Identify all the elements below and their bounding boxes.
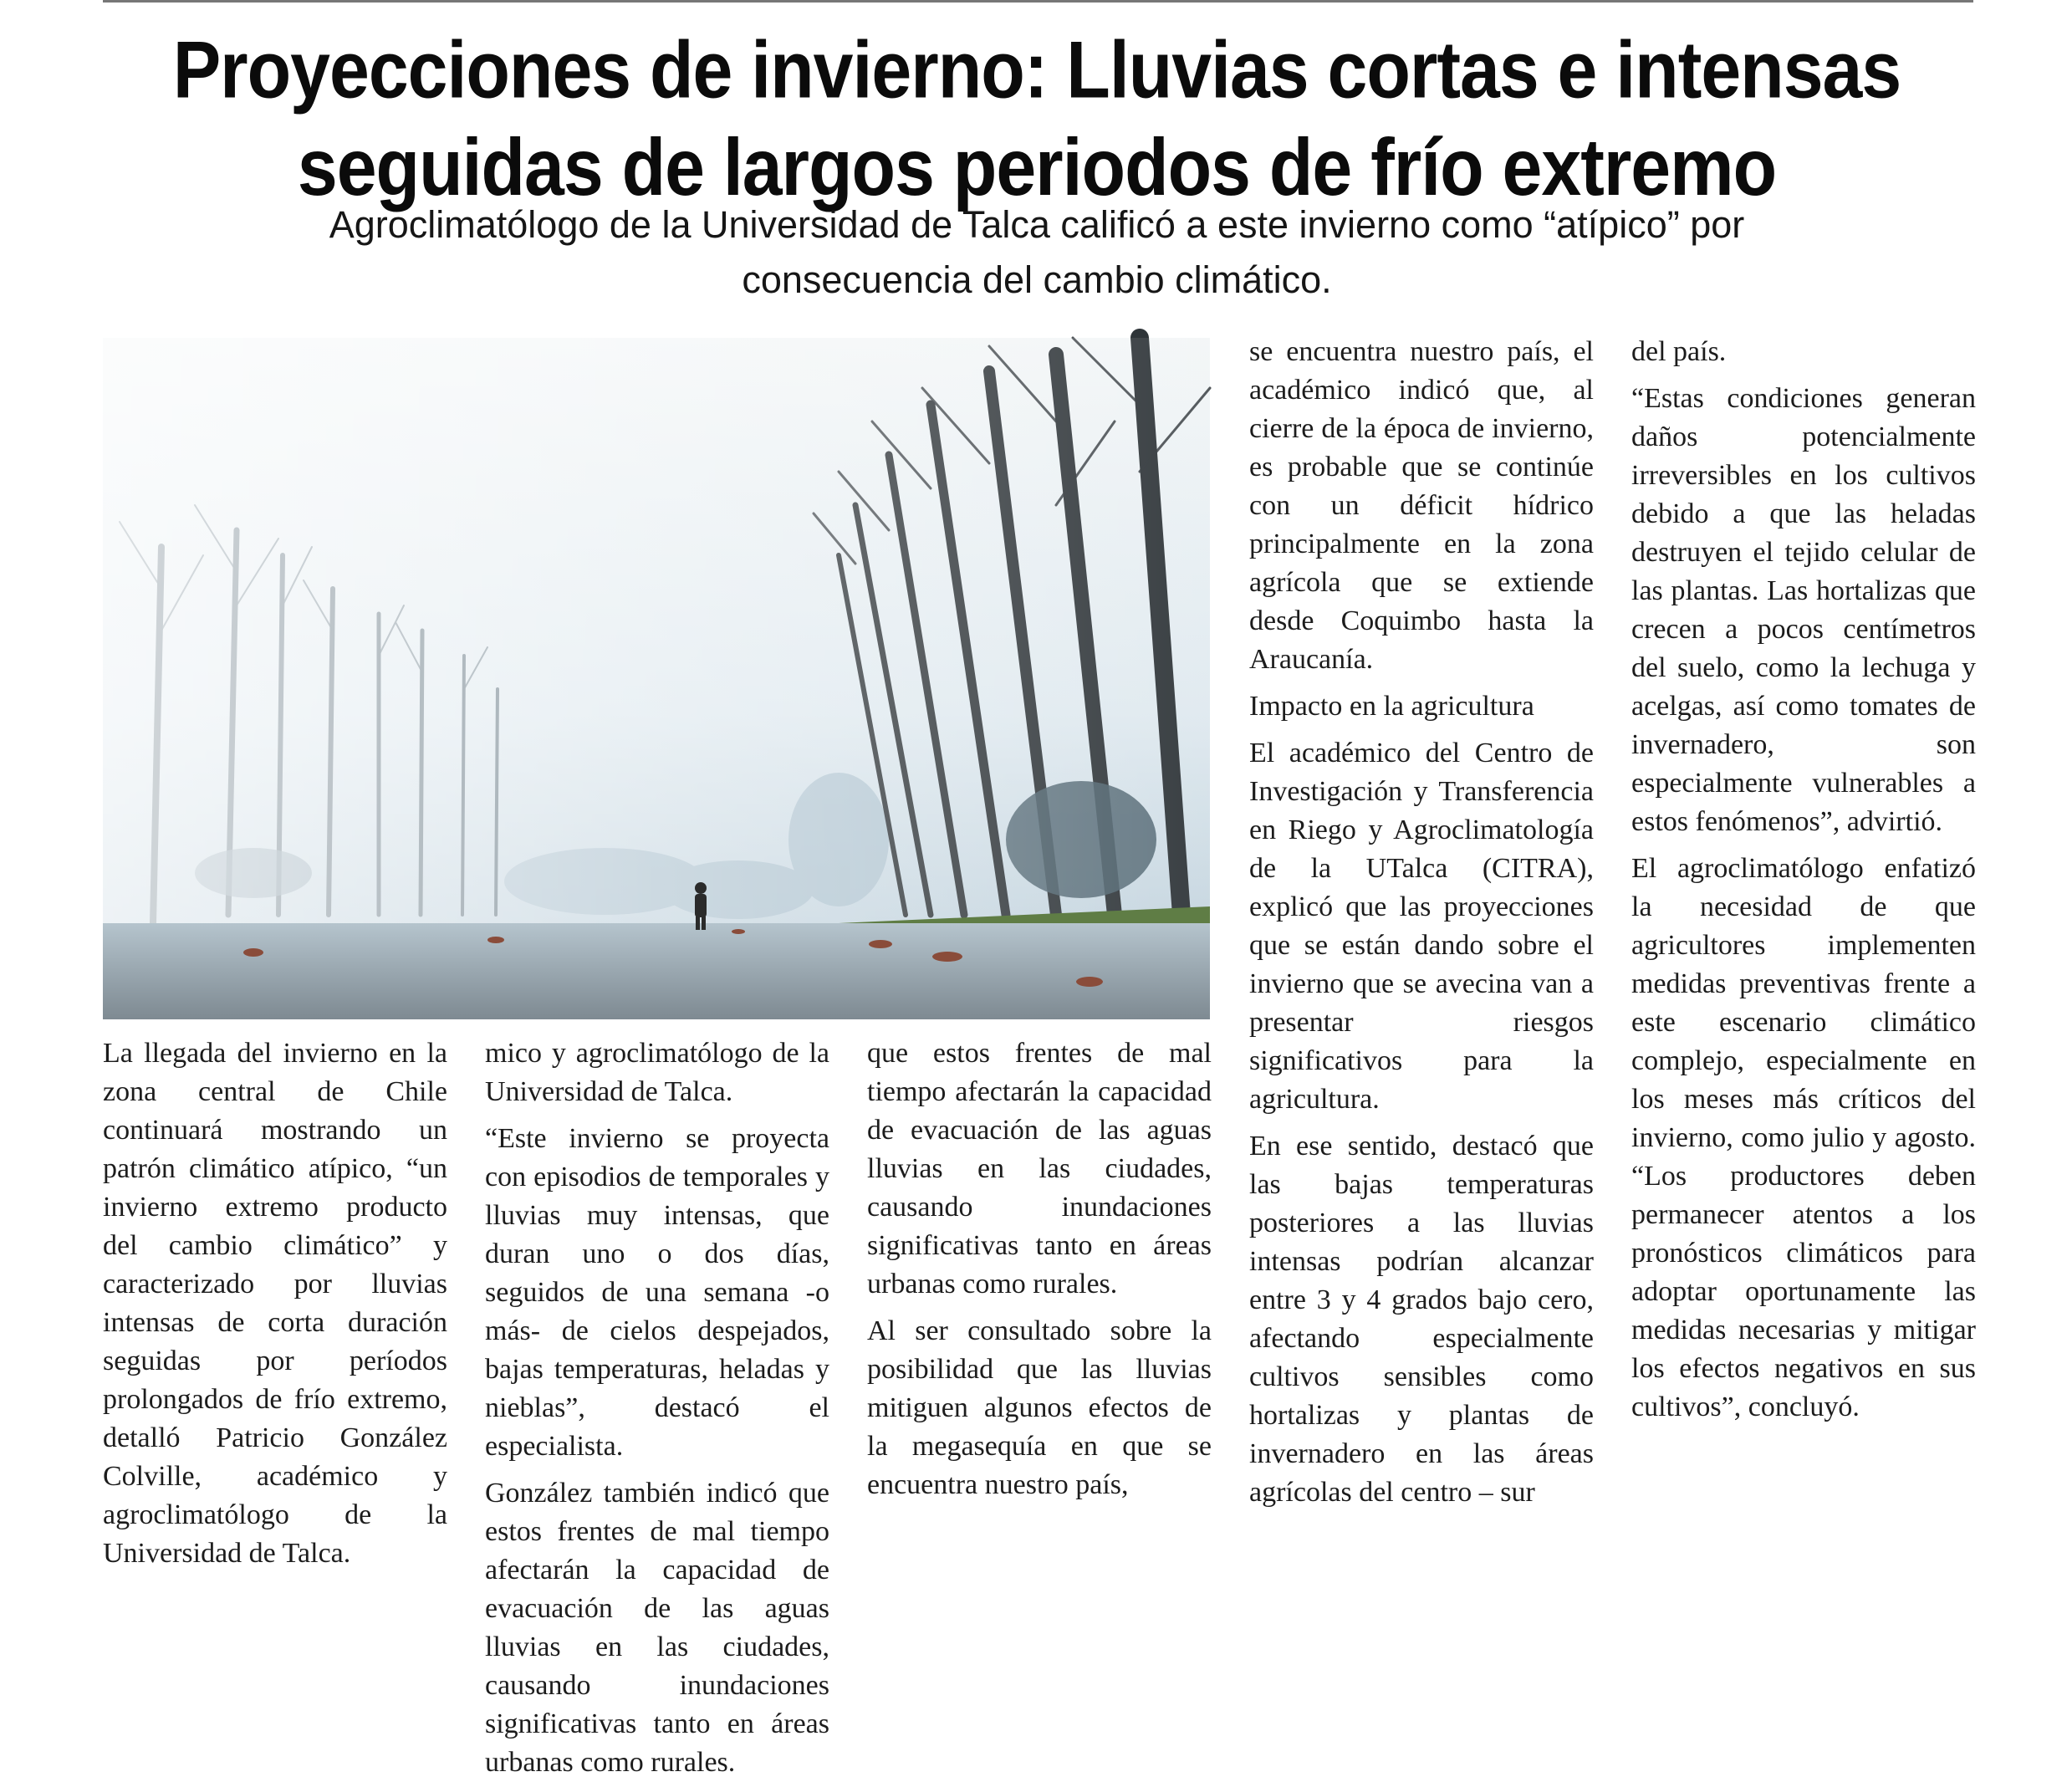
paragraph: El agroclimatólogo enfatizó la necesidad de que agricultores implementen medidas preventivas frente a este escenario climático complejo, especialmente en los meses más críticos del invierno, como julio y agosto. “Los productores deben permanecer atentos a los pronósticos climáticos para adoptar oportunamente las medidas necesarias y mitigar los efectos negativos en sus cultivos”, concluyó. <box>1631 853 1976 1422</box>
top-rule <box>103 0 1973 3</box>
road <box>103 923 1210 1019</box>
paragraph: se encuentra nuestro país, el académico indicó que, al cierre de la época de invierno, es probable que se continúe con un déficit hídrico principalmente en la zona agrícola que se extiende desde Coquimbo hasta la Araucanía. <box>1249 336 1594 675</box>
paragraph: Al ser consultado sobre la posibilidad que las lluvias mitiguen algunos efectos de la megasequía en que se encuentra nuestro país, <box>867 1315 1212 1500</box>
article-column-4 <box>1249 333 1594 1508</box>
subheadline-line-1: Agroclimatólogo de la Universidad de Talca calificó a este invierno como “atípico” por <box>329 203 1745 246</box>
paragraph: mico y agroclimatólogo de la Universidad de Talca. <box>485 1038 829 1107</box>
section-title: Impacto en la agricultura <box>1249 691 1534 722</box>
paragraph: que estos frentes de mal tiempo afectarán la capacidad de evacuación de las aguas lluvias en las ciudades, causando inundaciones significativas tanto en áreas urbanas como rurales. <box>867 1038 1212 1299</box>
foggy-avenue-photo <box>103 338 1210 1019</box>
paragraph: del país. <box>1631 336 1727 367</box>
paragraph: “Estas condiciones generan daños potencialmente irreversibles en los cultivos debido a que las heladas destruyen el tejido celular de las plantas. Las hortalizas que crecen a pocos centímetros del suelo, como la lechuga y acelgas, así como tomates de invernadero, son especialmente vulnerables a estos fenómenos”, advirtió. <box>1631 383 1976 837</box>
headline-line-1: Proyecciones de invierno: Lluvias cortas e intensas <box>172 25 1901 116</box>
paragraph: “Este invierno se proyecta con episodios de temporales y lluvias muy intensas, que duran uno o dos días, seguidos de una semana -o más- de cielos despejados, bajas temperaturas, heladas y nieblas”, destacó el especialista. <box>485 1123 829 1462</box>
article-column-2 <box>485 1034 829 1778</box>
headline-line-2: seguidas de largos periodos de frío extremo <box>297 122 1777 213</box>
subheadline <box>209 197 1865 308</box>
paragraph: González también indicó que estos frentes de mal tiempo afectarán la capacidad de evacuación de las aguas lluvias en las ciudades, causando inundaciones significativas tanto en áreas urbanas como rurales. <box>485 1478 829 1778</box>
paragraph: La llegada del invierno en la zona central de Chile continuará mostrando un patrón climático atípico, “un invierno extremo producto del cambio climático” y caracterizado por lluvias intensas de corta duración seguidas por períodos prolongados de frío extremo, detalló Patricio González Colville, académico y agroclimatólogo de la Universidad de Talca. <box>103 1038 447 1569</box>
headline <box>125 22 1948 217</box>
article-column-5 <box>1631 333 1976 1502</box>
subheadline-line-2: consecuencia del cambio climático. <box>742 258 1332 301</box>
paragraph: El académico del Centro de Investigación y Transferencia en Riego y Agroclimatología de la UTalca (CITRA), explicó que las proyecciones que se están dando sobre el invierno que se avecina van a presentar riesgos significativos para la agricultura. <box>1249 738 1594 1115</box>
article-column-1 <box>103 1034 447 1569</box>
paragraph: En ese sentido, destacó que las bajas temperaturas posteriores a las lluvias intensas podrían alcanzar entre 3 y 4 grados bajo cero, afectando especialmente cultivos sensibles como hortalizas y plantas de invernadero en las áreas agrícolas del centro – sur <box>1249 1131 1594 1508</box>
foggy-avenue-illustration <box>103 338 1210 1019</box>
article-column-3 <box>867 1034 1212 1502</box>
